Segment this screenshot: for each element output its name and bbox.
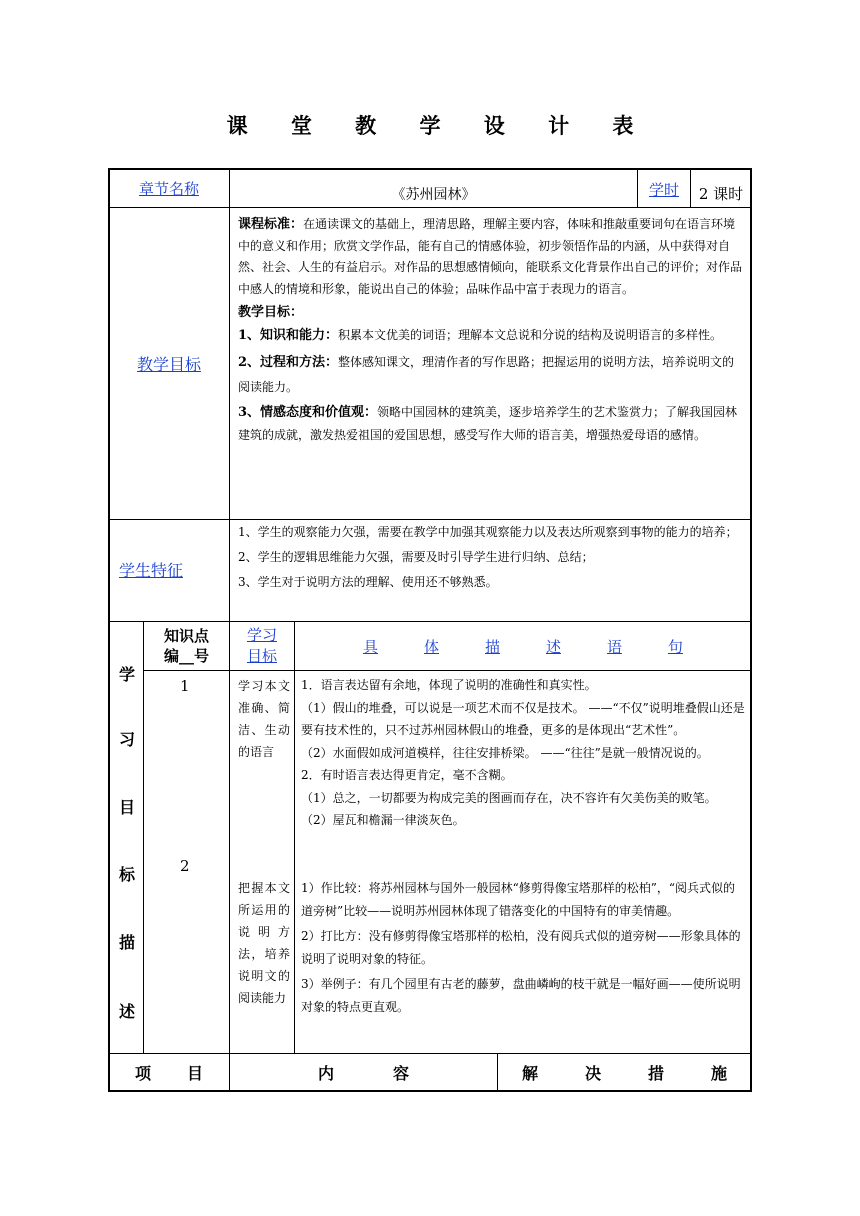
content-char: 容	[392, 1064, 409, 1083]
side-char: 述	[119, 1002, 136, 1021]
content-char: 内	[318, 1064, 335, 1083]
desc-col-char[interactable]: 体	[423, 637, 439, 656]
desc-col-char[interactable]: 句	[667, 637, 683, 656]
knowledge-number: 2	[180, 857, 190, 875]
measures-char: 措	[647, 1064, 664, 1083]
learning-goal: 学习本文准确、简洁、生动的语言	[238, 679, 290, 759]
objectives-label-cell	[108, 207, 230, 520]
chapter-value: 《苏州园林》	[391, 187, 476, 203]
desc-col-header	[294, 621, 752, 671]
page-title: 课 堂 教 学 设 计 表	[226, 113, 652, 138]
chapter-label-link[interactable]: 章节名称	[138, 179, 199, 198]
desc-line: 2．有时语言表达得更肯定，毫不含糊。	[301, 768, 513, 782]
side-char: 标	[119, 865, 136, 884]
student-item: 3、学生对于说明方法的理解、使用还不够熟悉。	[238, 575, 498, 589]
measures-char: 解	[522, 1064, 539, 1083]
desc-block-1	[301, 674, 745, 832]
goal2-label: 2、过程和方法：	[238, 355, 339, 370]
goal1-text: 积累本文优美的词语；理解本文总说和分说的结构及说明语言的多样性。	[338, 328, 723, 342]
item-char: 项	[135, 1064, 152, 1083]
learning-goal: 把握本文所运用的说明方法，培养说明文的阅读能力	[238, 881, 290, 1005]
hours-value-cell	[690, 168, 752, 208]
curriculum-standard-label: 课程标准：	[238, 217, 304, 232]
item-header-cell	[108, 1053, 230, 1092]
goal-text-cell	[229, 670, 295, 1054]
goal1-label: 1、知识和能力：	[238, 328, 339, 343]
desc-line: （2）屋瓦和檐漏一律淡灰色。	[301, 813, 465, 827]
learning-side-label-cell	[108, 621, 144, 1054]
desc-line: 1．语言表达留有余地，体现了说明的准确性和真实性。	[301, 678, 597, 692]
chapter-value-cell	[229, 168, 638, 208]
desc-col-char[interactable]: 述	[545, 637, 561, 656]
hours-label-link[interactable]: 学时	[648, 181, 679, 199]
desc-line: 1）作比较：将苏州园林与国外一般园林“修剪得像宝塔那样的松柏”，“阅兵式似的道旁树”比较——说明苏州园林体现了错落变化的中国特有的审美情趣。	[301, 881, 736, 918]
hours-value: 2 课时	[698, 184, 744, 203]
side-char: 习	[119, 730, 136, 749]
knowledge-number-cell	[143, 670, 230, 1054]
goal-col-header	[229, 621, 295, 671]
desc-line: （1）假山的堆叠，可以说是一项艺术而不仅是技术。 ——“不仅”说明堆叠假山还是要有技术性的，只不过苏州园林假山的堆叠，更多的是体现出“艺术性”。	[301, 700, 745, 737]
curriculum-standard-text: 在通读课文的基础上，理清思路，理解主要内容，体味和推敲重要词句在语言环境中的意义和作用；欣赏文学作品，能有自己的情感体验，初步领悟作品的内涵，从中获得对自然、社会、人生的有益启示。对作品的思想感情倾向，能联系文化背景作出自己的评价；对作品中感人的情境和形象，能说出自己的体验；品味作品中富于表现力的语言。	[238, 217, 743, 296]
student-item: 1、学生的观察能力欠强，需要在教学中加强其观察能力以及表达所观察到事物的能力的培养；	[238, 525, 738, 539]
objectives-label-link[interactable]: 教学目标	[136, 355, 201, 374]
objectives-content-cell	[229, 207, 752, 520]
desc-line: （1）总之，一切都要为构成完美的图画而存在，决不容许有欠美伤美的败笔。	[301, 790, 717, 805]
description-cell	[294, 670, 752, 1054]
measures-char: 施	[710, 1064, 727, 1083]
knowledge-number: 1	[180, 677, 190, 695]
side-char: 学	[119, 665, 136, 684]
desc-line: 2）打比方：没有修剪得像宝塔那样的松柏，没有阅兵式似的道旁树——形象具体的说明了说明对象的特征。	[301, 929, 741, 966]
knowledge-col-title: 知识点编__号	[163, 627, 209, 665]
side-char: 目	[119, 798, 136, 817]
goal-col-title[interactable]: 学习目标	[246, 626, 277, 665]
measures-header-cell	[497, 1053, 752, 1092]
chapter-label-cell	[108, 168, 230, 208]
goal2-text: 整体感知课文，理清作者的写作思路；把握运用的说明方法，培养说明文的阅读能力。	[238, 355, 735, 394]
desc-col-char[interactable]: 语	[606, 637, 622, 656]
goals-heading: 教学目标：	[238, 305, 304, 320]
desc-col-char[interactable]: 具	[363, 637, 379, 656]
knowledge-col-header	[143, 621, 230, 671]
hours-label-cell	[637, 168, 691, 208]
desc-line: （2）水面假如成河道模样，往往安排桥梁。 ——“往往”是就一般情况说的。	[301, 745, 709, 760]
desc-line: 3）举例子：有几个园里有古老的藤萝，盘曲嶙峋的枝干就是一幅好画——使所说明对象的特点更直观。	[301, 977, 741, 1014]
students-label-cell	[108, 519, 230, 622]
measures-char: 决	[584, 1064, 601, 1083]
student-item: 2、学生的逻辑思维能力欠强，需要及时引导学生进行归纳、总结；	[238, 550, 594, 564]
item-char: 目	[186, 1064, 203, 1083]
content-header-cell	[229, 1053, 498, 1092]
students-content-cell	[229, 519, 752, 622]
side-char: 描	[119, 933, 136, 952]
desc-block-2	[301, 877, 745, 1019]
goal3-text: 领略中国园林的建筑美，逐步培养学生的艺术鉴赏力；了解我国园林建筑的成就，激发热爱祖国的爱国思想，感受写作大师的语言美，增强热爱母语的感情。	[238, 405, 738, 442]
desc-col-char[interactable]: 描	[484, 637, 500, 656]
students-label-link[interactable]: 学生特征	[119, 561, 184, 580]
goal3-label: 3、情感态度和价值观：	[238, 405, 378, 420]
